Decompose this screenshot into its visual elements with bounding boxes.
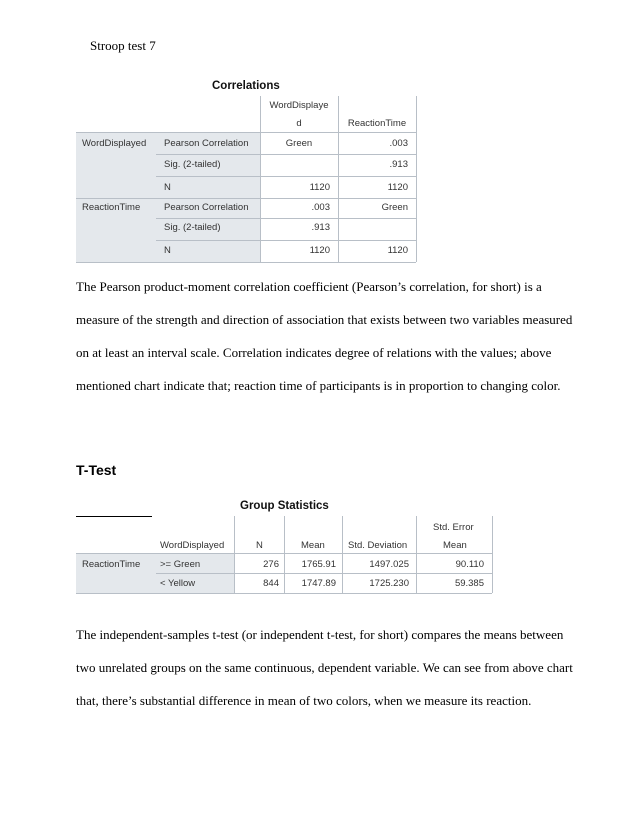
corr-cell: .003 [389,138,408,149]
gs-word-label: < Yellow [160,578,196,589]
corr-stat-label: Sig. (2-tailed) [164,222,221,233]
corr-stat-label: Pearson Correlation [164,202,249,213]
corr-col-reaction: ReactionTime [347,118,407,129]
ttest-heading: T-Test [76,462,117,478]
corr-cell: 1120 [309,245,330,256]
gs-col-word: WordDisplayed [160,540,225,551]
paragraph-ttest [76,618,576,717]
paragraph-line: The Pearson product-moment correlation coefficient (Pearson’s correlation, for short) is a [76,279,542,294]
paragraph-line: two unrelated groups on the same continuous, dependent variable. We can see from above chart [76,660,573,675]
corr-cell: .913 [389,159,408,170]
corr-stat-label: Pearson Correlation [164,138,249,149]
corr-stat-label: N [164,182,171,193]
gs-cell: 59.385 [454,578,484,589]
corr-cell: .003 [311,202,330,213]
gs-group-label: ReactionTime [82,559,141,570]
gs-col-mean: Mean [301,540,325,551]
corr-group-label: WordDisplayed [82,138,147,149]
corr-stat-label: N [164,245,171,256]
corr-cell: 1120 [387,245,408,256]
corr-col-word-line2: d [296,118,302,129]
paragraph-line: mentioned chart indicate that; reaction time of participants is in proportion to changing color. [76,378,561,393]
corr-stat-shade [156,132,260,262]
corr-rowheader-shade [76,132,156,262]
gs-cell: 1497.025 [369,559,409,570]
corr-cell: Green [285,138,313,149]
gs-cell: 844 [263,578,279,589]
corr-cell: 1120 [387,182,408,193]
paragraph-pearson [76,270,576,402]
corr-cell: 1120 [309,182,330,193]
corr-cell: .913 [311,222,330,233]
group-statistics-title: Group Statistics [240,500,329,512]
corr-stat-label: Sig. (2-tailed) [164,159,221,170]
gs-col-sem-line1: Std. Error [433,522,474,533]
correlations-title: Correlations [212,80,280,92]
paragraph-line: The independent-samples t-test (or independent t-test, for short) compares the means between [76,627,564,642]
gs-cell: 1725.230 [369,578,409,589]
page-header: Stroop test 7 [90,38,156,53]
gs-col-sd: Std. Deviation [348,540,408,551]
gs-cell: 1747.89 [301,578,336,589]
corr-cell: Green [381,202,408,213]
corr-group-label: ReactionTime [82,202,141,213]
paragraph-line: on at least an interval scale. Correlation indicates degree of relations with the values; above [76,345,552,360]
gs-word-label: >= Green [160,559,201,570]
paragraph-line: that, there’s substantial difference in mean of two colors, when we measure its reaction. [76,693,532,708]
gs-col-sem-line2: Mean [443,540,467,551]
gs-cell: 1765.91 [301,559,336,570]
corr-col-word-line1: WordDisplaye [269,100,329,111]
gs-col-n: N [256,540,263,551]
gs-cell: 90.110 [455,559,484,570]
paragraph-line: measure of the strength and direction of association that exists between two variables measured [76,312,573,327]
gs-cell: 276 [263,559,279,570]
